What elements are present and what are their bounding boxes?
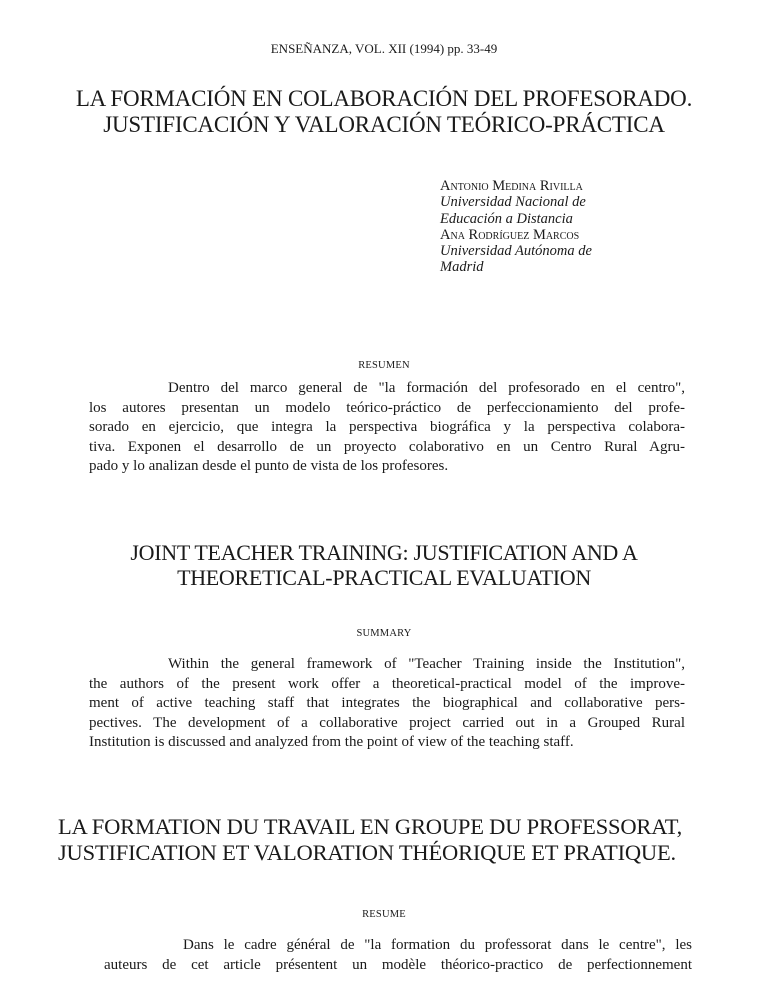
author-name: Antonio Medina Rivilla [440,178,583,194]
paragraph-line: the authors of the present work offer a theoretical-practical model of the improve- [89,675,685,692]
resume-paragraph [104,936,692,975]
english-title [0,540,768,590]
english-title-line: JOINT TEACHER TRAINING: JUSTIFICATION AND A [130,540,638,565]
english-title-line: THEORETICAL-PRACTICAL EVALUATION [177,565,591,590]
french-title-line: JUSTIFICATION ET VALORATION THÉORIQUE ET PRATIQUE. [58,840,676,865]
spanish-title-line: JUSTIFICACIÓN Y VALORACIÓN TEÓRICO-PRÁCTICA [103,112,665,137]
summary-paragraph [89,655,685,753]
resumen-paragraph [89,379,685,477]
paragraph-line: ment of active teaching staff that integrates the biographical and collaborative pers- [89,695,685,712]
journal-header: ENSEÑANZA, VOL. XII (1994) pp. 33-49 [270,41,498,56]
paragraph-line: los autores presentan un modelo teórico-práctico de perfeccionamiento del profe- [89,399,685,416]
paragraph-line: Dans le cadre général de "la formation du professorat dans le centre", les [183,937,692,953]
author-affiliation: Madrid [440,259,484,276]
spanish-title-line: LA FORMACIÓN EN COLABORACIÓN DEL PROFESORADO. [75,86,693,111]
paragraph-line: tiva. Exponen el desarrollo de un proyecto colaborativo en un Centro Rural Agru- [89,438,685,455]
author-affiliation: Universidad Nacional de [440,194,586,211]
paragraph-line: Institution is discussed and analyzed from the point of view of the teaching staff. [89,734,574,751]
french-title [58,814,718,866]
paragraph-line: auteurs de cet article présentent un modèle théorico-practico de perfectionnement [104,956,692,973]
resume-heading: RESUME [362,909,406,920]
spanish-title [0,86,768,138]
author-affiliation: Universidad Autónoma de [440,243,592,260]
authors-block [440,178,592,276]
summary-heading: SUMMARY [356,628,412,639]
author-affiliation: Educación a Distancia [440,210,573,227]
resumen-heading: RESUMEN [358,360,410,371]
paragraph-line: pectives. The development of a collaborative project carried out in a Grouped Rural [89,714,685,731]
paragraph-line: Dentro del marco general de "la formación del profesorado en el centro", [168,380,685,396]
paragraph-line: pado y lo analizan desde el punto de vista de los profesores. [89,458,449,475]
paragraph-line: Within the general framework of "Teacher Training inside the Institution", [168,656,685,672]
paragraph-line: sorado en ejercicio, que integra la perspectiva biográfica y la perspectiva colabora- [89,419,685,436]
french-title-line: LA FORMATION DU TRAVAIL EN GROUPE DU PROFESSORAT, [58,814,683,839]
author-name: Ana Rodríguez Marcos [440,226,580,243]
